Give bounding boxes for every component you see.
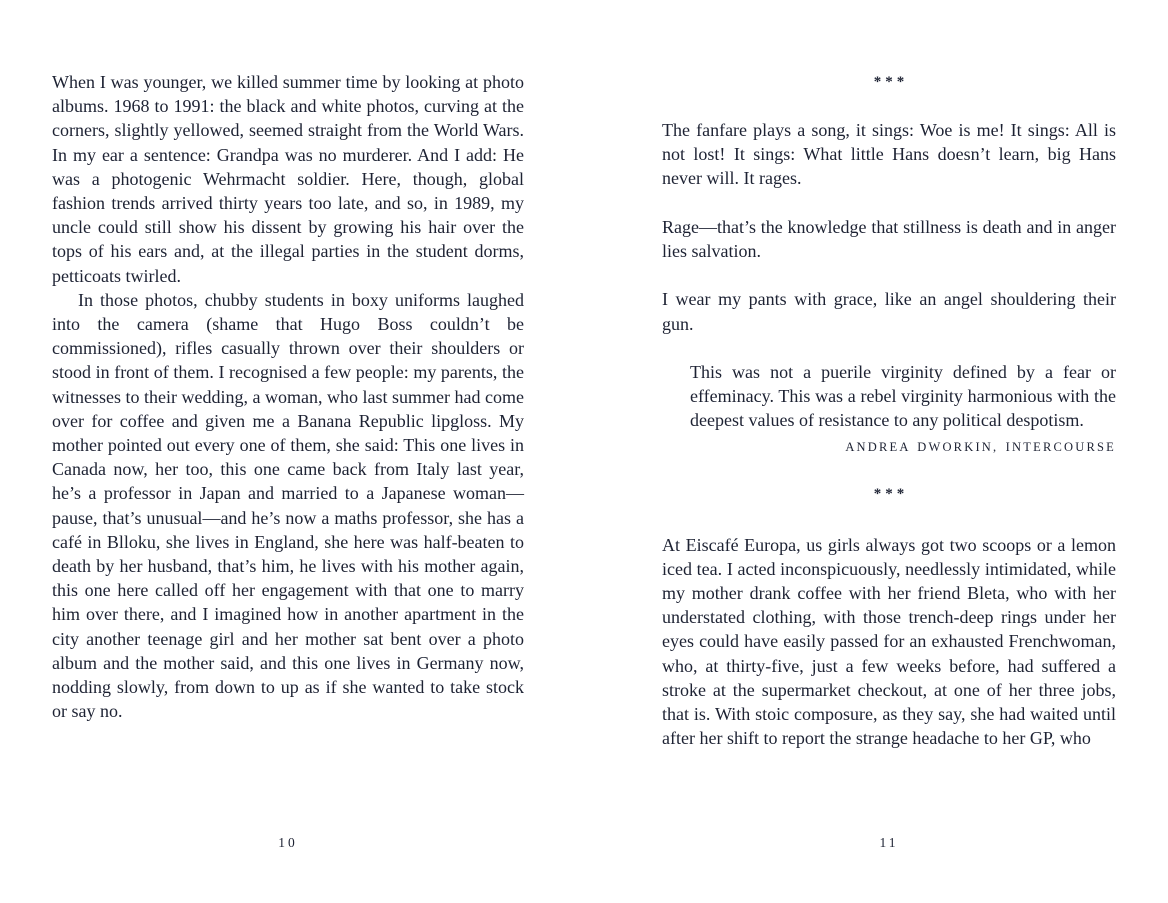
left-page — [52, 70, 524, 723]
paragraph: At Eiscafé Europa, us girls always got two scoops or a lemon iced tea. I acted inconspicuously, needlessly intimidated, while my mother drank coffee with her friend Bleta, who with her understated clothing, with those trench-deep rings under her eyes could have easily passed for an exhausted Frenchwoman, who, at thirty-five, just a few weeks before, had suffered a stroke at the supermarket checkout, at one of her three jobs, that is. With stoic composure, as they say, she had waited until after her shift to report the strange headache to her GP, who — [662, 534, 1116, 749]
left-page-number: 10 — [278, 835, 298, 850]
right-page-number: 11 — [879, 835, 899, 850]
paragraph: When I was younger, we killed summer time by looking at photo albums. 1968 to 1991: the black and white photos, curving at the corners, slightly yellowed, seemed straight from the World Wars. In my ear a sentence: Grandpa was no murderer. And I add: He was a photogenic Wehrmacht soldier. Here, though, global fashion trends arrived thirty years too late, and so, in 1989, my uncle could still show his dissent by growing his hair over the tops of his ears and, at the illegal parties in the student dorms, petticoats twirled. — [52, 72, 524, 286]
paragraph: I wear my pants with grace, like an angel shouldering their gun. — [662, 289, 1116, 334]
section-separator: *** — [873, 485, 909, 502]
section-separator: *** — [873, 74, 909, 90]
right-page — [662, 70, 1116, 750]
paragraph: Rage—that’s the knowledge that stillness is death and in anger lies salvation. — [662, 216, 1116, 261]
block-quote: This was not a puerile virginity defined by a fear or effeminacy. This was a rebel virginity harmonious with the deepest values of resistance to any political despotism. — [690, 361, 1116, 431]
paragraph: In those photos, chubby students in boxy uniforms laughed into the camera (shame that Hugo Boss couldn’t be commissioned), rifles casually thrown over their shoulders or stood in front of them. I recognised a few people: my parents, the witnesses to their wedding, a woman, who last summer had come over for coffee and given me a Banana Republic lipgloss. My mother pointed out every one of them, she said: This one lives in Canada now, her too, this one came back from Italy last year, he’s a professor in Japan and married to a Japanese woman—pause, that’s unusual—and he’s now a maths professor, she has a café in Blloku, she lives in England, she here was half-beaten to death by her husband, that’s him, he lives with his mother again, this one here called off her engagement with that one to marry him over there, and I imagined how in another apartment in the city another teenage girl and her mother sat bent over a photo album and the mother said, and this one lives in Germany now, nodding slowly, from down to up as if she wanted to take stock or say no. — [52, 289, 524, 722]
paragraph: The fanfare plays a song, it sings: Woe is me! It sings: All is not lost! It sings: What little Hans doesn’t learn, big Hans never will. It rages. — [662, 120, 1116, 189]
quote-attribution: ANDREA DWORKIN, INTERCOURSE — [845, 439, 1116, 454]
